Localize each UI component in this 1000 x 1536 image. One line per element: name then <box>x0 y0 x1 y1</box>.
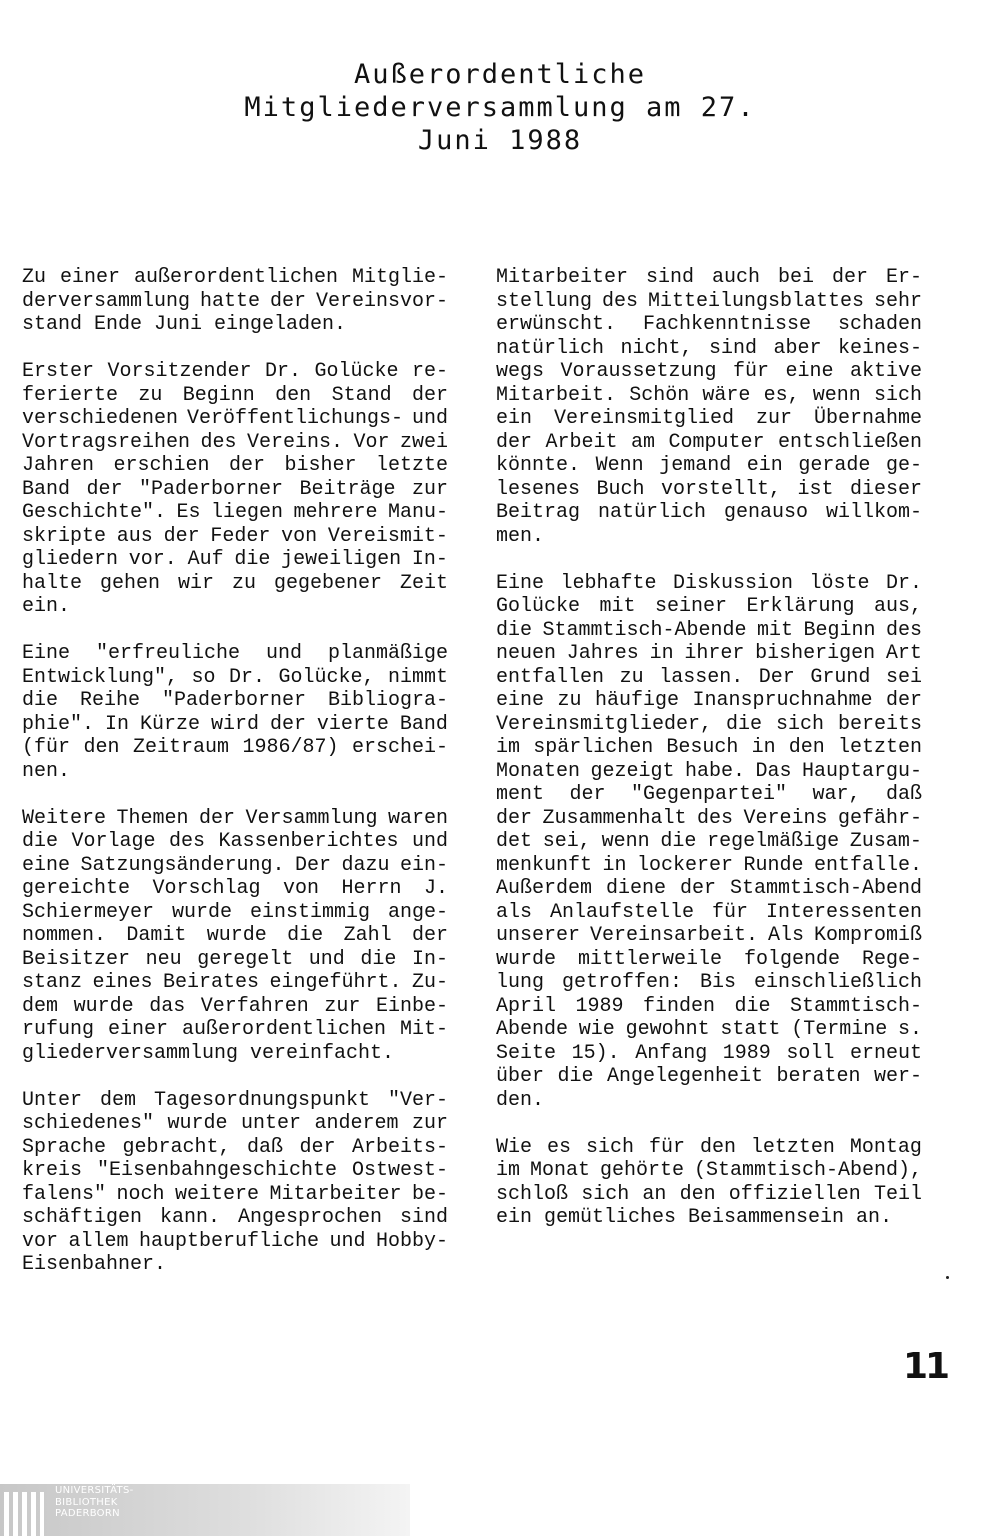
text-line: Unter dem Tagesordnungspunkt "Ver- <box>22 1088 448 1112</box>
text-line: ment der "Gegenpartei" war, daß <box>496 783 922 806</box>
library-line-3: PADERBORN <box>55 1508 120 1519</box>
text-line: gereichte Vorschlag von Herrn J. <box>22 877 448 900</box>
text-line: Zu einer außerordentlichen Mitglie- <box>22 266 448 289</box>
footer-band <box>0 1484 410 1536</box>
text-line: dem wurde das Verfahren zur Einbe- <box>22 994 448 1018</box>
text-line: entfallen zu lassen. Der Grund sei <box>496 665 922 689</box>
text-line: Jahren erschien der bisher letzte <box>22 454 448 477</box>
paragraph <box>496 1136 922 1230</box>
title-line-2: Mitgliederversammlung am 27. <box>244 92 756 123</box>
text-line: über die Angelegenheit beraten wer- <box>496 1065 922 1088</box>
text-line: ein. <box>22 595 71 618</box>
text-line: Wie es sich für den letzten Montag <box>496 1135 922 1159</box>
text-line: stanz eines Beirates eingeführt. Zu- <box>22 971 448 994</box>
text-line: falens" noch weitere Mitarbeiter be- <box>22 1182 448 1206</box>
text-line: det sei, wenn die regelmäßige Zusam- <box>496 830 922 853</box>
library-name <box>55 1485 134 1520</box>
page-number: 11 <box>903 1346 948 1387</box>
text-line: gliedern vor. Auf die jeweiligen In- <box>22 548 448 571</box>
text-line: Mitarbeit. Schön wäre es, wenn sich <box>496 383 922 407</box>
text-line: schloß sich an den offiziellen Teil <box>496 1182 922 1206</box>
text-line: Abende wie gewohnt statt (Termine s. <box>496 1018 922 1041</box>
text-line: im Monat gehörte (Stammtisch-Abend), <box>496 1159 922 1182</box>
speck-mark <box>946 1276 949 1279</box>
text-line: neuen Jahres in ihrer bisherigen Art <box>496 642 922 665</box>
text-line: halte gehen wir zu gegebener Zeit <box>22 571 448 595</box>
title-line-1: Außerordentliche <box>353 59 647 90</box>
text-line: Außerdem diene der Stammtisch-Abend <box>496 877 922 900</box>
library-line-2: BIBLIOTHEK <box>55 1496 118 1508</box>
paragraph <box>22 360 448 619</box>
text-line: gliederversammlung vereinfacht. <box>22 1041 395 1065</box>
text-line: (für den Zeitraum 1986/87) erschei- <box>22 736 448 759</box>
text-line: wurde mittlerweile folgende Rege- <box>496 947 922 971</box>
text-line: den. <box>496 1088 545 1112</box>
text-line: Schiermeyer wurde einstimmig ange- <box>22 900 448 924</box>
text-line: Beitrag natürlich genauso willkom- <box>496 501 922 524</box>
text-line: Eine lebhafte Diskussion löste Dr. <box>496 571 922 595</box>
text-line: natürlich nicht, sind aber keines- <box>496 336 922 360</box>
text-line: unserer Vereinsarbeit. Als Kompromiß <box>496 924 922 947</box>
text-line: stand Ende Juni eingeladen. <box>22 313 347 336</box>
text-line: der Zusammenhalt des Vereins gefähr- <box>496 806 922 830</box>
text-line: Monaten gezeigt habe. Das Hauptargu- <box>496 759 922 783</box>
text-line: skripte aus der Feder von Vereismit- <box>22 524 448 548</box>
text-line: der Arbeit am Computer entschließen <box>496 430 922 454</box>
paragraph <box>22 1089 448 1277</box>
text-line: nen. <box>22 759 71 783</box>
text-line: wegs Voraussetzung für eine aktive <box>496 360 922 383</box>
text-line: menkunft in lockerer Runde entfalle. <box>496 853 922 877</box>
text-line: die Stammtisch-Abende mit Beginn des <box>496 618 922 642</box>
text-line: eine Satzungsänderung. Der dazu ein- <box>22 853 448 877</box>
paragraph <box>22 642 448 783</box>
text-line: schäftigen kann. Angesprochen sind <box>22 1206 448 1229</box>
text-line: im spärlichen Besuch in den letzten <box>496 736 922 759</box>
text-line: Eisenbahner. <box>22 1253 167 1276</box>
text-line: erwünscht. Fachkenntnisse schaden <box>496 313 922 336</box>
text-line: derversammlung hatte der Vereinsvor- <box>22 289 448 313</box>
text-line: kreis "Eisenbahngeschichte Ostwest- <box>22 1159 448 1182</box>
text-line: ferierte zu Beginn den Stand der <box>22 383 448 407</box>
text-line: ein gemütliches Beisammensein an. <box>496 1206 893 1229</box>
text-line: Golücke mit seiner Erklärung aus, <box>496 595 922 618</box>
paragraph <box>22 266 448 337</box>
text-line: Erster Vorsitzender Dr. Golücke re- <box>22 360 448 383</box>
paragraph <box>22 807 448 1066</box>
library-footer <box>0 1484 1000 1536</box>
text-line: verschiedenen Veröffentlichungs- und <box>22 407 448 430</box>
text-line: Band der "Paderborner Beiträge zur <box>22 477 448 501</box>
text-line: lung getroffen: Bis einschließlich <box>496 971 922 994</box>
article-title <box>0 58 1000 157</box>
text-line: Mitarbeiter sind auch bei der Er- <box>496 266 922 289</box>
text-line: April 1989 finden die Stammtisch- <box>496 994 922 1018</box>
text-line: stellung des Mitteilungsblattes sehr <box>496 289 922 313</box>
paragraph <box>496 572 922 1113</box>
text-line: Seite 15). Anfang 1989 soll erneut <box>496 1041 922 1065</box>
right-text-column <box>496 266 922 1253</box>
text-line: Vereinsmitglieder, die sich bereits <box>496 712 922 736</box>
title-line-3: Juni 1988 <box>417 125 583 156</box>
left-text-column <box>22 266 448 1300</box>
text-line: eine zu häufige Inanspruchnahme der <box>496 689 922 712</box>
text-line: Weitere Themen der Versammlung waren <box>22 806 448 830</box>
text-line: die Reihe "Paderborner Bibliogra- <box>22 689 448 712</box>
text-line: Eine "erfreuliche und planmäßige <box>22 642 448 665</box>
text-line: schiedenes" wurde unter anderem zur <box>22 1112 448 1135</box>
text-line: Beisitzer neu geregelt und die In- <box>22 947 448 971</box>
text-line: lesenes Buch vorstellt, ist dieser <box>496 477 922 501</box>
text-line: Geschichte". Es liegen mehrere Manu- <box>22 501 448 524</box>
text-line: nommen. Damit wurde die Zahl der <box>22 924 448 947</box>
text-line: Entwicklung", so Dr. Golücke, nimmt <box>22 665 448 689</box>
text-line: Sprache gebracht, daß der Arbeits- <box>22 1135 448 1159</box>
text-line: phie". In Kürze wird der vierte Band <box>22 712 448 736</box>
text-line: ein Vereinsmitglied zur Übernahme <box>496 407 922 430</box>
text-line: rufung einer außerordentlichen Mit- <box>22 1018 448 1041</box>
text-line: könnte. Wenn jemand ein gerade ge- <box>496 454 922 477</box>
text-line: Vortragsreihen des Vereins. Vor zwei <box>22 430 448 454</box>
library-line-1: UNIVERSITÄTS- <box>55 1485 134 1496</box>
text-line: als Anlaufstelle für Interessenten <box>496 900 922 924</box>
text-line: die Vorlage des Kassenberichtes und <box>22 830 448 853</box>
paragraph <box>496 266 922 548</box>
text-line: men. <box>496 524 545 548</box>
text-line: vor allem hauptberufliche und Hobby- <box>22 1229 448 1253</box>
